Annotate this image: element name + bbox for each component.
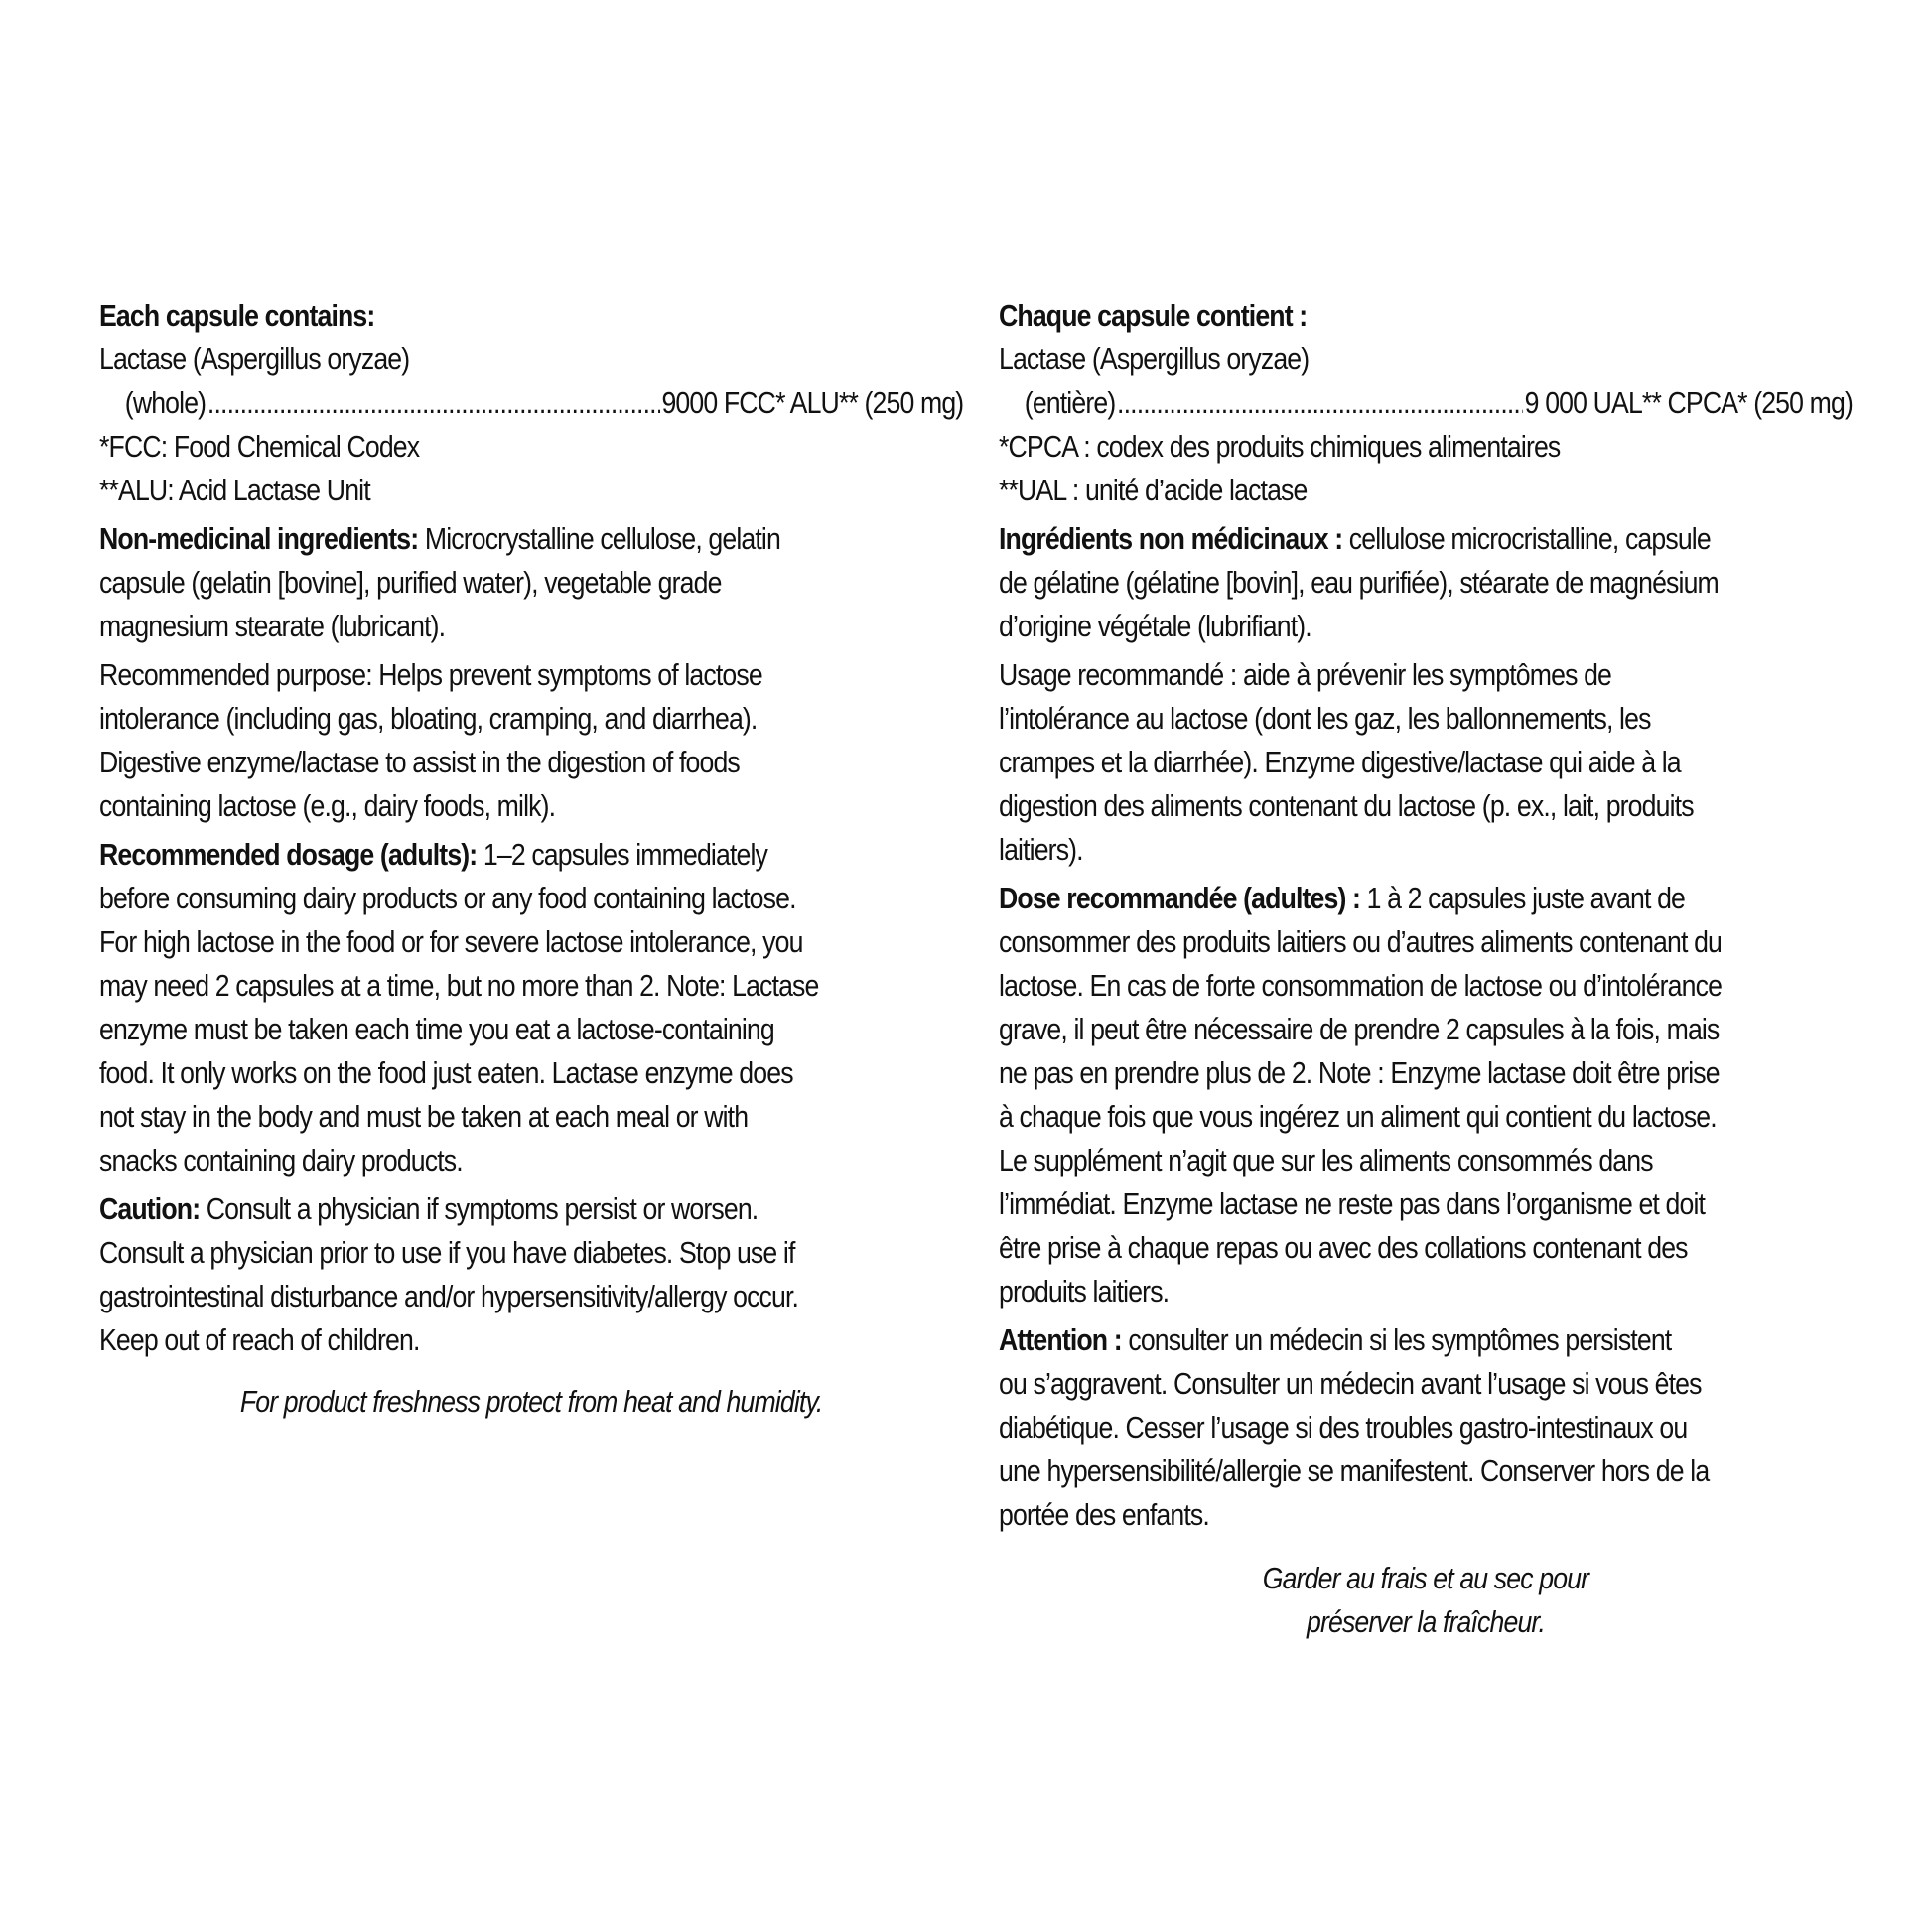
purpose-text: laitiers). (999, 832, 1083, 867)
non-medicinal-label: Ingrédients non médicinaux : (999, 521, 1343, 556)
non-medicinal-label: Non-medicinal ingredients: (99, 521, 419, 556)
purpose-text: crampes et la diarrhée). Enzyme digestive/lactase qui aide à la (999, 745, 1681, 779)
caution-text: une hypersensibilité/allergie se manifestent. Conserver hors de la (999, 1453, 1710, 1488)
non-medicinal-text: capsule (gelatin [bovine], purified water), vegetable grade (99, 565, 722, 600)
dot-leader (1117, 381, 1523, 425)
footnote-cpca: *CPCA : codex des produits chimiques alimentaires (999, 429, 1561, 464)
non-medicinal-ingredients (99, 517, 963, 648)
purpose-text: intolerance (including gas, bloating, cramping, and diarrhea). (99, 701, 758, 736)
ingredient-amount: 9000 FCC* ALU** (250 mg) (661, 385, 964, 420)
purpose-text: Recommended purpose: Helps prevent symptoms of lactose (99, 657, 762, 692)
footnote-fcc: *FCC: Food Chemical Codex (99, 429, 420, 464)
storage-note (999, 1557, 1853, 1644)
dosage-text: produits laitiers. (999, 1274, 1170, 1309)
dosage-text: not stay in the body and must be taken at each meal or with (99, 1099, 749, 1134)
caution-text: gastrointestinal disturbance and/or hypersensitivity/allergy occur. (99, 1279, 799, 1313)
caution-label: Caution: (99, 1191, 201, 1226)
dosage-text: grave, il peut être nécessaire de prendre 2 capsules à la fois, mais (999, 1012, 1720, 1046)
purpose-text: Digestive enzyme/lactase to assist in the digestion of foods (99, 745, 740, 779)
caution-text: Keep out of reach of children. (99, 1322, 420, 1357)
contains-heading: Chaque capsule contient : (999, 298, 1308, 333)
ingredient-form: (whole) (124, 385, 207, 420)
french-label-column (999, 294, 1853, 1644)
medicinal-ingredient-name: Lactase (Aspergillus oryzae) (99, 342, 410, 376)
purpose-text: l’intolérance au lactose (dont les gaz, les ballonnements, les (999, 701, 1651, 736)
purpose-text: Usage recommandé : aide à prévenir les symptômes de (999, 657, 1612, 692)
ingredient-amount: 9 000 UAL** CPCA* (250 mg) (1524, 385, 1853, 420)
caution-text: ou s’aggravent. Consulter un médecin avant l’usage si vous êtes (999, 1366, 1702, 1401)
storage-text: Garder au frais et au sec pour (1262, 1561, 1589, 1595)
caution (99, 1187, 963, 1362)
dosage-text: à chaque fois que vous ingérez un aliment qui contient du lactose. (999, 1099, 1717, 1134)
non-medicinal-text: magnesium stearate (lubricant). (99, 609, 446, 643)
dosage-text: consommer des produits laitiers ou d’autres aliments contenant du (999, 924, 1723, 959)
ingredients-block (999, 294, 1853, 512)
caution (999, 1318, 1853, 1537)
recommended-dosage (999, 877, 1853, 1313)
purpose-text: digestion des aliments contenant du lactose (p. ex., lait, produits (999, 788, 1694, 823)
caution-text: Consult a physician if symptoms persist or worsen. (200, 1191, 759, 1226)
dosage-text: l’immédiat. Enzyme lactase ne reste pas dans l’organisme et doit (999, 1186, 1706, 1221)
medicinal-ingredient-name: Lactase (Aspergillus oryzae) (999, 342, 1310, 376)
recommended-purpose (99, 653, 963, 828)
dosage-text: enzyme must be taken each time you eat a lactose-containing (99, 1012, 774, 1046)
storage-text: For product freshness protect from heat and humidity. (239, 1384, 823, 1419)
dosage-text: 1 à 2 capsules juste avant de (1360, 881, 1686, 915)
ingredient-form: (entière) (1024, 385, 1116, 420)
english-label-column (99, 294, 963, 1424)
recommended-purpose (999, 653, 1853, 872)
dosage-label: Recommended dosage (adults): (99, 837, 478, 872)
contains-heading: Each capsule contains: (99, 298, 375, 333)
dosage-text: être prise à chaque repas ou avec des collations contenant des (999, 1230, 1688, 1265)
dosage-text: food. It only works on the food just eaten. Lactase enzyme does (99, 1055, 793, 1090)
dosage-text: For high lactose in the food or for severe lactose intolerance, you (99, 924, 803, 959)
dosage-label: Dose recommandée (adultes) : (999, 881, 1361, 915)
dosage-text: Le supplément n’agit que sur les aliments consommés dans (999, 1143, 1653, 1177)
caution-text: Consult a physician prior to use if you have diabetes. Stop use if (99, 1235, 795, 1270)
purpose-text: containing lactose (e.g., dairy foods, milk). (99, 788, 556, 823)
caution-label: Attention : (999, 1322, 1122, 1357)
storage-note (99, 1380, 963, 1424)
non-medicinal-text: cellulose microcristalline, capsule (1342, 521, 1711, 556)
medicinal-ingredient-row (99, 381, 963, 425)
non-medicinal-ingredients (999, 517, 1853, 648)
footnote-ual: **UAL : unité d’acide lactase (999, 473, 1308, 507)
footnote-alu: **ALU: Acid Lactase Unit (99, 473, 370, 507)
non-medicinal-text: Microcrystalline cellulose, gelatin (418, 521, 780, 556)
caution-text: portée des enfants. (999, 1497, 1209, 1532)
dosage-text: snacks containing dairy products. (99, 1143, 463, 1177)
dosage-text: before consuming dairy products or any food containing lactose. (99, 881, 796, 915)
recommended-dosage (99, 833, 963, 1182)
caution-text: consulter un médecin si les symptômes persistent (1121, 1322, 1672, 1357)
storage-text: préserver la fraîcheur. (1306, 1604, 1546, 1639)
non-medicinal-text: de gélatine (gélatine [bovin], eau purifiée), stéarate de magnésium (999, 565, 1719, 600)
dot-leader (207, 381, 660, 425)
dosage-text: ne pas en prendre plus de 2. Note : Enzyme lactase doit être prise (999, 1055, 1720, 1090)
non-medicinal-text: d’origine végétale (lubrifiant). (999, 609, 1311, 643)
medicinal-ingredient-row (999, 381, 1853, 425)
dosage-text: 1–2 capsules immediately (477, 837, 767, 872)
dosage-text: lactose. En cas de forte consommation de lactose ou d’intolérance (999, 968, 1723, 1003)
caution-text: diabétique. Cesser l’usage si des troubles gastro-intestinaux ou (999, 1410, 1688, 1445)
ingredients-block (99, 294, 963, 512)
dosage-text: may need 2 capsules at a time, but no more than 2. Note: Lactase (99, 968, 819, 1003)
